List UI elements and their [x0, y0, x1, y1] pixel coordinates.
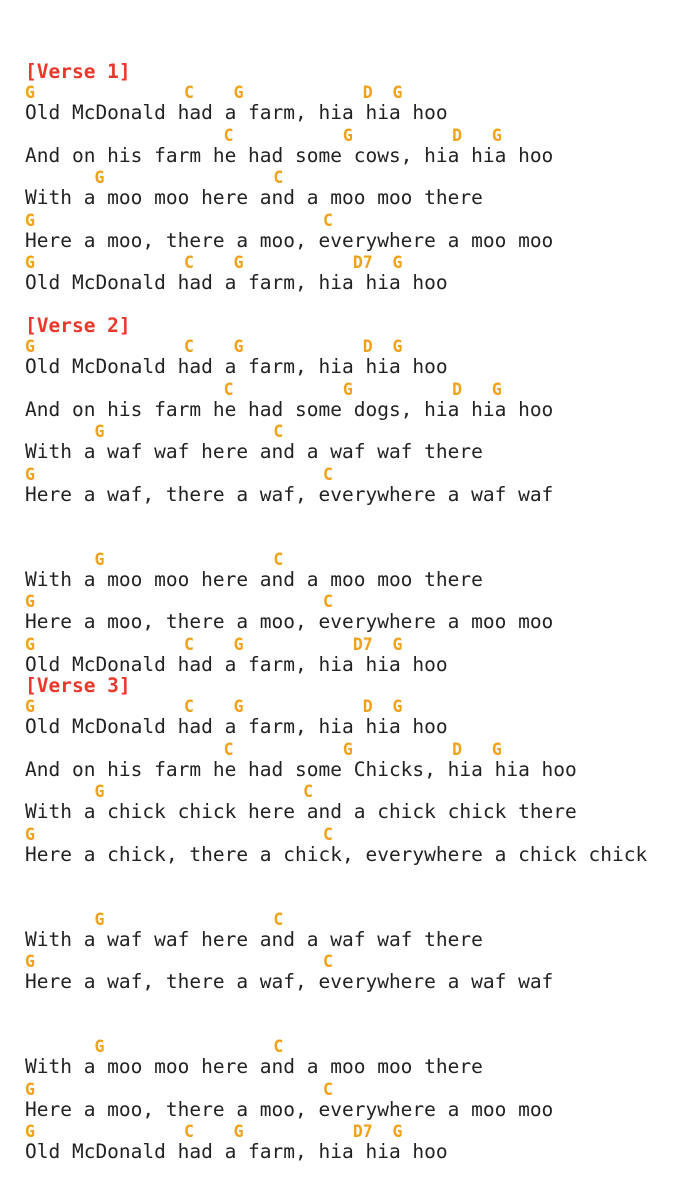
song-line	[25, 910, 675, 953]
lyric-line: With a moo moo here and a moo moo there	[25, 567, 483, 591]
song-line	[25, 952, 675, 995]
song-line	[25, 635, 675, 678]
chord-line: G C G D G	[25, 337, 403, 356]
lyric-line: And on his farm he had some Chicks, hia hia hoo	[25, 757, 577, 781]
lyric-line: Old McDonald had a farm, hia hia hoo	[25, 101, 448, 124]
chord-line: G C	[25, 592, 333, 611]
song-line	[25, 337, 675, 380]
song-line	[25, 1037, 675, 1080]
verse-3-section	[25, 674, 675, 1165]
song-line	[25, 550, 675, 593]
lyric-line: With a waf waf here and a waf waf there	[25, 927, 483, 951]
lyric-line: With a moo moo here and a moo moo there	[25, 186, 483, 209]
chord-line: G C G D7 G	[25, 253, 403, 272]
chord-line: G C	[25, 464, 333, 484]
lyric-line: Old McDonald had a farm, hia hia hoo	[25, 652, 448, 676]
chord-line: G C G D G	[25, 83, 403, 102]
lyric-line: With a moo moo here and a moo moo there	[25, 1055, 483, 1078]
blank-line	[25, 507, 675, 550]
chord-line: G C	[25, 168, 284, 187]
lyric-line: With a waf waf here and a waf waf there	[25, 440, 483, 463]
lyric-line: Here a moo, there a moo, everywhere a moo moo	[25, 610, 554, 633]
lyric-line: Here a waf, there a waf, everywhere a waf waf	[25, 482, 554, 506]
chord-line: C G D G	[25, 379, 502, 399]
song-line	[25, 380, 675, 423]
chord-line: C G D G	[25, 739, 502, 759]
song-line	[25, 465, 675, 508]
chord-line: G C	[25, 909, 284, 929]
chord-line: G C	[25, 210, 333, 230]
verse-header: [Verse 1]	[25, 60, 131, 83]
chord-line: G C G D G	[25, 697, 403, 716]
chord-line: G C	[25, 549, 284, 569]
song-line	[25, 1080, 675, 1123]
chord-line: G C G D7 G	[25, 634, 403, 654]
verse-2-section	[25, 314, 675, 677]
lyric-line: Here a moo, there a moo, everywhere a moo moo	[25, 1097, 554, 1121]
song-line	[25, 168, 675, 211]
blank-line	[25, 867, 675, 910]
verse-1-section	[25, 60, 675, 296]
song-line	[25, 1122, 675, 1165]
song-line	[25, 211, 675, 254]
chord-line: C G D G	[25, 125, 502, 145]
chord-line: G C G D7 G	[25, 1122, 403, 1141]
lyric-line: Old McDonald had a farm, hia hia hoo	[25, 715, 448, 738]
blank-line	[25, 995, 675, 1038]
song-line	[25, 592, 675, 635]
lyric-line: With a chick chick here and a chick chick there	[25, 800, 577, 823]
lyric-line: Here a moo, there a moo, everywhere a moo moo	[25, 228, 554, 252]
song-line	[25, 253, 675, 296]
verse-header: [Verse 2]	[25, 314, 131, 337]
lyric-line: Old McDonald had a farm, hia hia hoo	[25, 271, 448, 294]
lyric-line: And on his farm he had some dogs, hia hia hoo	[25, 397, 554, 421]
chord-line: G C	[25, 782, 314, 801]
lyric-line: Old McDonald had a farm, hia hia hoo	[25, 355, 448, 378]
lyric-line: And on his farm he had some cows, hia hia hoo	[25, 143, 554, 167]
chord-line: G C	[25, 422, 284, 441]
song-line	[25, 83, 675, 126]
chord-line: G C	[25, 824, 333, 844]
song-line	[25, 697, 675, 740]
chord-line: G C	[25, 1079, 333, 1099]
song-line	[25, 740, 675, 783]
chord-line: G C	[25, 952, 333, 971]
verse-header: [Verse 3]	[25, 674, 131, 697]
lyric-line: Here a chick, there a chick, everywhere a chick chick	[25, 842, 648, 866]
chord-line: G C	[25, 1037, 284, 1056]
song-line	[25, 422, 675, 465]
song-line	[25, 126, 675, 169]
song-line	[25, 782, 675, 825]
song-line	[25, 825, 675, 868]
lyric-line: Here a waf, there a waf, everywhere a waf waf	[25, 970, 554, 993]
lyric-line: Old McDonald had a farm, hia hia hoo	[25, 1140, 448, 1163]
